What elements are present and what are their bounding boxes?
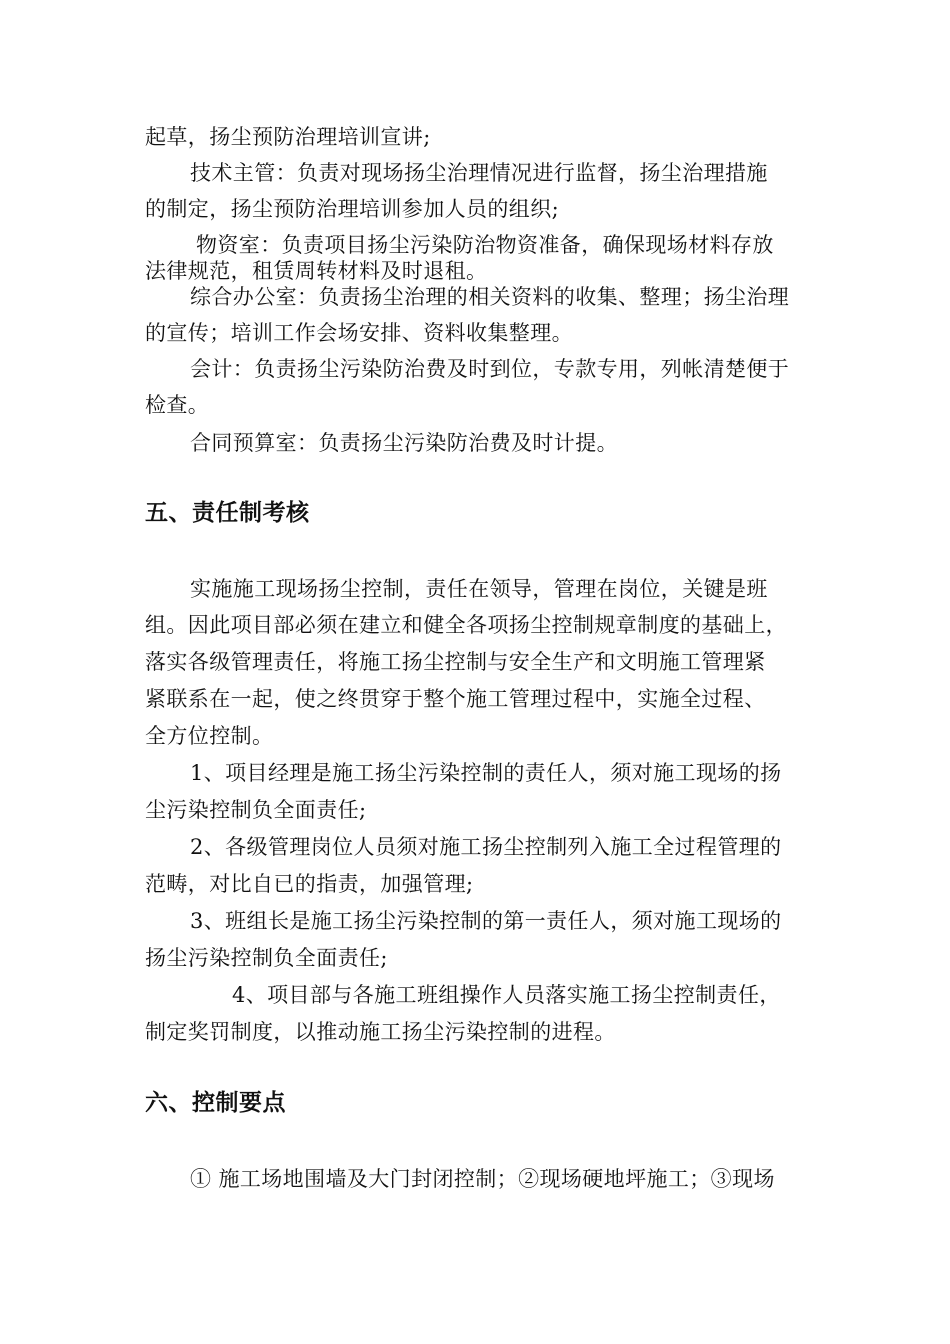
text-line: 2、各级管理岗位人员须对施工扬尘控制列入施工全过程管理的 bbox=[190, 835, 782, 859]
text-line: 检查。 bbox=[145, 393, 210, 417]
text-line: 合同预算室：负责扬尘污染防治费及时计提。 bbox=[190, 431, 618, 455]
text-line: 全方位控制。 bbox=[145, 724, 274, 748]
text-line: 综合办公室：负责扬尘治理的相关资料的收集、整理；扬尘治理 bbox=[190, 285, 790, 309]
text-line: 的制定，扬尘预防治理培训参加人员的组织; bbox=[145, 197, 560, 221]
text-line: 紧联系在一起，使之终贯穿于整个施工管理过程中，实施全过程、 bbox=[145, 687, 766, 711]
section-heading-5: 五、责任制考核 bbox=[145, 500, 310, 526]
text-line: 组。因此项目部必须在建立和健全各项扬尘控制规章制度的基础上， bbox=[145, 613, 787, 637]
text-line: 范畴，对比自已的指责，加强管理; bbox=[145, 872, 474, 896]
text-line: 制定奖罚制度，以推动施工扬尘污染控制的进程。 bbox=[145, 1020, 616, 1044]
text-line: 物资室：负责项目扬尘污染防治物资准备，确保现场材料存放 bbox=[196, 233, 774, 257]
text-line: 技术主管：负责对现场扬尘治理情况进行监督，扬尘治理措施 bbox=[190, 161, 768, 185]
text-line: 起草，扬尘预防治理培训宣讲; bbox=[145, 125, 431, 149]
text-line: 扬尘污染控制负全面责任; bbox=[145, 946, 388, 970]
text-line: 实施施工现场扬尘控制，责任在领导，管理在岗位，关键是班 bbox=[190, 577, 768, 601]
text-line: 4、项目部与各施工班组操作人员落实施工扬尘控制责任， bbox=[232, 983, 781, 1007]
text-line: ① 施工场地围墙及大门封闭控制；②现场硬地坪施工；③现场 bbox=[190, 1167, 775, 1191]
text-line: 落实各级管理责任，将施工扬尘控制与安全生产和文明施工管理紧 bbox=[145, 650, 766, 674]
text-line: 尘污染控制负全面责任; bbox=[145, 798, 367, 822]
section-heading-6: 六、控制要点 bbox=[145, 1090, 286, 1116]
text-line: 会计：负责扬尘污染防治费及时到位，专款专用，列帐清楚便于 bbox=[190, 357, 790, 381]
text-line: 的宣传；培训工作会场安排、资料收集整理。 bbox=[145, 321, 573, 345]
text-line: 1、项目经理是施工扬尘污染控制的责任人，须对施工现场的扬 bbox=[190, 761, 782, 785]
text-line: 3、班组长是施工扬尘污染控制的第一责任人，须对施工现场的 bbox=[190, 909, 782, 933]
text-line: 法律规范，租赁周转材料及时退租。 bbox=[145, 259, 488, 283]
